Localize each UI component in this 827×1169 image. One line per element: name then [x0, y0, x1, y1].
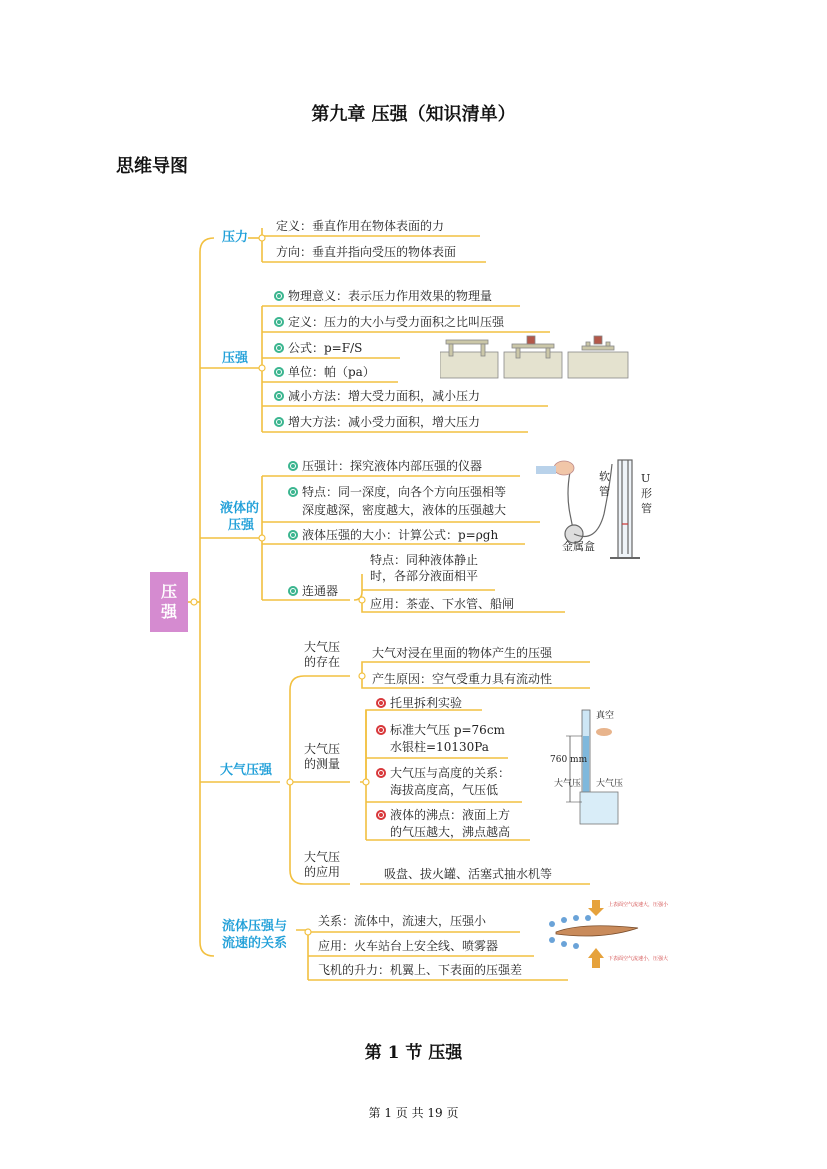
atm-existence-item-2: 产生原因：空气受重力具有流动性	[372, 672, 553, 686]
standard-atm-item-cont: 水银柱=10130Pa	[390, 740, 489, 754]
vessel-application: 应用：茶壶、下水管、船闸	[370, 597, 515, 611]
fig-tube2-label: 管	[641, 502, 652, 515]
fig-atm-left-label: 大气压	[554, 779, 582, 789]
pressure-unit: 单位：帕（pa）	[274, 364, 375, 380]
bullet-icon	[376, 698, 386, 708]
bullet-icon	[274, 343, 284, 353]
torricelli-item: 托里拆利实验	[376, 695, 462, 711]
fig-metal-box-label: 金属盒	[562, 540, 595, 553]
fig-760mm-label: 760 mm	[550, 755, 588, 765]
torricelli-illustration	[548, 706, 626, 828]
fluid-relation: 关系：流体中，流速大，压强小	[318, 914, 487, 928]
pressure-decrease: 减小方法：增大受力面积，减小压力	[274, 388, 480, 404]
bullet-icon	[274, 417, 284, 427]
fig-soft-label: 软	[599, 470, 610, 483]
bullet-icon	[274, 367, 284, 377]
bullet-icon	[288, 530, 298, 540]
boiling-point-item-cont: 的气压越大，沸点越高	[390, 825, 511, 839]
bullet-icon	[274, 291, 284, 301]
pressure-meaning: 物理意义：表示压力作用效果的物理量	[274, 288, 492, 304]
bullet-icon	[274, 317, 284, 327]
branch-pressure-force: 压力	[222, 230, 249, 245]
u-tube-manometer-illustration	[526, 454, 666, 564]
vessel-characteristic-2: 时，各部分液面相平	[370, 569, 479, 583]
liquid-characteristics-cont: 深度越深，密度越大，液体的压强越大	[302, 503, 507, 517]
fluid-application: 应用：火车站台上安全线、喷雾器	[318, 939, 499, 953]
fig-u-label: U	[641, 472, 651, 485]
center-label-2: 强	[160, 602, 177, 621]
airplane-lift: 飞机的升力：机翼上、下表面的压强差	[318, 963, 523, 977]
atm-existence-label: 大气压 的存在	[304, 640, 341, 669]
boiling-point-item: 液体的沸点：液面上方	[376, 807, 510, 823]
bullet-icon	[274, 391, 284, 401]
fig-top-caption: 上表面空气流速大，压强小	[608, 902, 669, 908]
page-title: 第九章 压强（知识清单）	[311, 104, 516, 125]
altitude-relation-item: 大气压与高度的关系：	[376, 765, 510, 781]
liquid-characteristics: 特点：同一深度，向各个方向压强相等	[288, 484, 506, 500]
bullet-icon	[376, 768, 386, 778]
pressure-formula: 公式：p=F/S	[274, 340, 362, 356]
bullet-icon	[288, 586, 298, 596]
branch-liquid-pressure: 液体的 压强	[220, 501, 260, 533]
pressure-definition: 定义：压力的大小与受力面积之比叫压强	[274, 314, 504, 330]
atm-existence-item-1: 大气对浸在里面的物体产生的压强	[372, 646, 553, 660]
fig-atm-right-label: 大气压	[596, 779, 624, 789]
bullet-icon	[376, 725, 386, 735]
section-title: 第 1 节 压强	[364, 1043, 463, 1063]
fig-tube-label: 管	[599, 485, 610, 498]
communicating-vessels: 连通器	[288, 583, 338, 599]
fig-shape-label: 形	[641, 487, 652, 500]
branch-fluid-pressure: 流体压强与 流速的关系	[222, 919, 288, 951]
center-node	[150, 572, 188, 632]
standard-atm-item: 标准大气压 p=76cm	[376, 722, 505, 738]
mindmap-heading: 思维导图	[116, 156, 188, 177]
atm-application-label: 大气压 的应用	[304, 850, 341, 879]
vessel-characteristic-1: 特点：同种液体静止	[370, 553, 479, 567]
pressure-experiment-illustration	[440, 334, 630, 380]
fig-bottom-caption: 下表面空气流速小，压强大	[608, 956, 669, 962]
manometer-item: 压强计：探究液体内部压强的仪器	[288, 458, 482, 474]
center-label-1: 压	[160, 582, 177, 601]
force-direction: 方向：垂直并指向受压的物体表面	[276, 245, 457, 259]
bullet-icon	[288, 487, 298, 497]
branch-atmospheric-pressure: 大气压强	[220, 763, 273, 778]
pressure-increase: 增大方法：减小受力面积，增大压力	[274, 414, 480, 430]
page-footer: 第 1 页 共 19 页	[368, 1106, 459, 1120]
airfoil-illustration	[542, 898, 672, 970]
branch-pressure: 压强	[222, 351, 249, 366]
bullet-icon	[376, 810, 386, 820]
force-definition: 定义：垂直作用在物体表面的力	[276, 219, 445, 233]
altitude-relation-item-cont: 海拔高度高，气压低	[390, 783, 499, 797]
liquid-pressure-formula: 液体压强的大小：计算公式：p=ρgh	[288, 527, 498, 543]
fig-vacuum-label: 真空	[596, 711, 615, 721]
atm-measurement-label: 大气压 的测量	[304, 742, 341, 771]
bullet-icon	[288, 461, 298, 471]
atm-application-item: 吸盘、拔火罐、活塞式抽水机等	[384, 867, 553, 881]
